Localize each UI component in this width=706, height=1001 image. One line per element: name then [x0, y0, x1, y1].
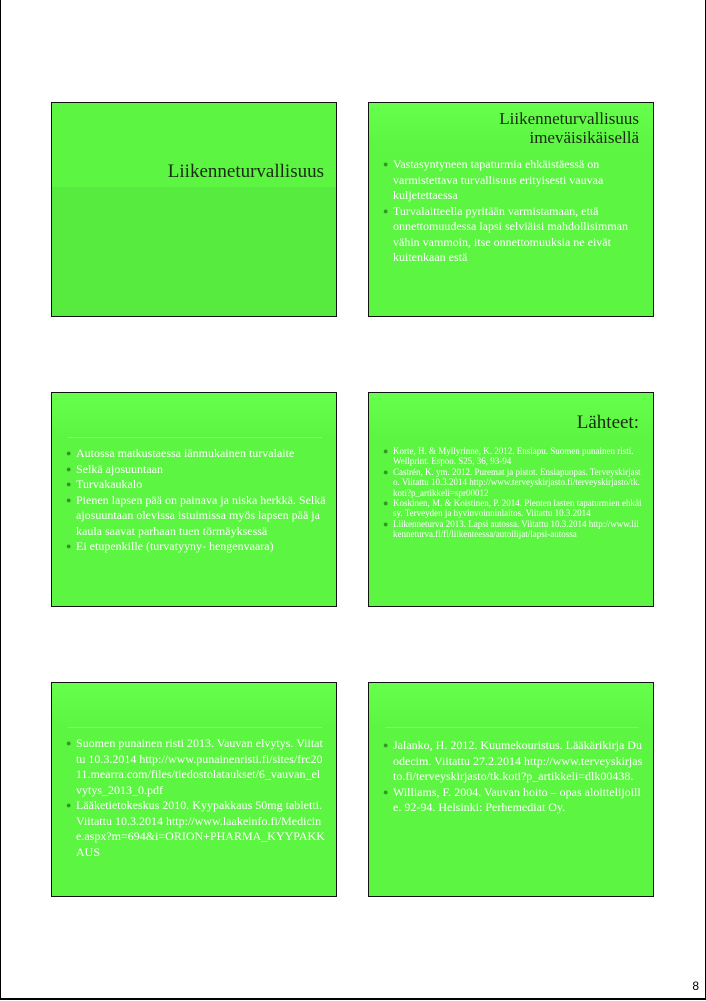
slide-6 [368, 682, 654, 897]
slide-5 [51, 682, 337, 897]
slide-header-shade [52, 393, 336, 439]
bullet-list [383, 157, 643, 266]
bullet-icon: ● [383, 446, 389, 456]
slide-divider [68, 727, 322, 728]
bullet-list [66, 446, 326, 555]
slide-lower-panel [52, 187, 336, 316]
slide-title [499, 109, 639, 147]
list-item: ● Koskinen, M. & Koistinen, P. 2014. Pienten lasten tapaturmien ehkäisy. Terveyden ja hyvinvoinninlaitos. Viitattu 10.3.2014 [383, 498, 642, 519]
slide-header-shade [52, 683, 336, 729]
list-item: ● Williams, F. 2004. Vauvan hoito – opas aloittelijoille. 92-94. Helsinki: Perhemediat Oy. [383, 784, 641, 814]
list-item: ● Lääketietokeskus 2010. Kyypakkaus 50mg tabletti. Viitattu 10.3.2014 http://www.laakeinfo.fi/Medicine.aspx?m=694&i=ORION+PHARMA_KYYPAKKAUS [66, 798, 325, 859]
slide-3 [51, 392, 337, 607]
bullet-list [383, 446, 643, 540]
slide-1 [51, 102, 337, 317]
slide-divider [385, 727, 639, 728]
list-item: ● Autossa matkustaessa iänmukainen turvalaite [66, 446, 295, 460]
bullet-icon: ● [66, 479, 72, 489]
list-item: ● Turvalaitteella pyritään varmistamaan, että onnettomuudessa lapsi selviäisi mahdollisimman vähin vammoin, itse onnettomuuksia ne eivät kuitenkaan estä [383, 203, 628, 264]
list-item: ● Jalanko, H. 2012. Kuumekouristus. Lääkärikirja Duodecim. Viitattu 27.2.2014 http://www.terveyskirjasto.fi/terveyskirjasto/tk.koti?p_artikkeli=dlk00438. [383, 738, 643, 783]
list-item: ● Castrén, K. ym. 2012. Puremat ja pistot. Ensiapuopas. Terveyskirjasto. Viitattu 10.3.2014 http://www.terveyskirjasto.fi/terveyskirjasto/tk.koti?p_artikkeli=spr00012 [383, 466, 641, 498]
list-item: ● Korte, H. & Myllyrinne, K. 2012. Ensiapu. Suomen punainen risti. Wellprint. Espoo. S25, 36, 93-94 [383, 446, 634, 467]
bullet-icon: ● [383, 518, 389, 529]
bullet-icon: ● [383, 740, 389, 750]
bullet-icon: ● [383, 159, 389, 169]
slide-4 [368, 392, 654, 607]
list-item: ● Pienen lapsen pää on painava ja niska herkkä. Selkä ajosuuntaan olevissa istuimissa myös lapsen pää ja kaula saavat parhaan tuen törmäyksessä [66, 492, 326, 538]
bullet-icon: ● [383, 786, 389, 797]
bullet-list [383, 738, 643, 816]
bullet-icon: ● [66, 448, 72, 458]
list-item: ● Ei etupenkille (turvatyyny- hengenvaara) [66, 539, 274, 553]
slide-title: Liikenneturvallisuus [167, 161, 324, 182]
slide-header-shade [369, 683, 653, 729]
slide-title: Lähteet: [576, 412, 639, 433]
slide-title-line-2: imeväisikäisellä [529, 128, 639, 147]
bullet-list [66, 736, 326, 860]
bullet-icon: ● [66, 800, 72, 810]
bullet-icon: ● [383, 205, 389, 216]
list-item: ● Liikenneturva 2013. Lapsi autossa. Viitattu 10.3.2014 http://www.liikenneturva.fi/fi/liikenteessa/autoilijat/lapsi-autossa [383, 518, 639, 540]
bullet-icon: ● [66, 463, 72, 474]
bullet-icon: ● [66, 738, 72, 748]
list-item: ● Suomen punainen risti 2013. Vauvan elvytys. Viitattu 10.3.2014 http://www.punainenristi.fi/sites/frc2011.mearra.com/files/tiedostolataukset/6_vauvan_elvytys_2013_0.pdf [66, 736, 323, 797]
bullet-icon: ● [383, 466, 389, 477]
list-item: ● Vastasyntyneen tapaturmia ehkäistäessä on varmistettava turvallisuus erityisesti vauvaa kuljetettaessa [383, 157, 604, 202]
bullet-icon: ● [66, 541, 72, 551]
slide-title-line-1: Liikenneturvallisuus [499, 109, 639, 128]
list-item: ● Selkä ajosuuntaan [66, 461, 163, 476]
slide-divider [68, 437, 322, 438]
bullet-icon: ● [66, 494, 72, 505]
list-item: ● Turvakaukalo [66, 477, 143, 491]
slide-2 [368, 102, 654, 317]
page-number: 8 [692, 979, 699, 993]
bullet-icon: ● [383, 498, 389, 509]
